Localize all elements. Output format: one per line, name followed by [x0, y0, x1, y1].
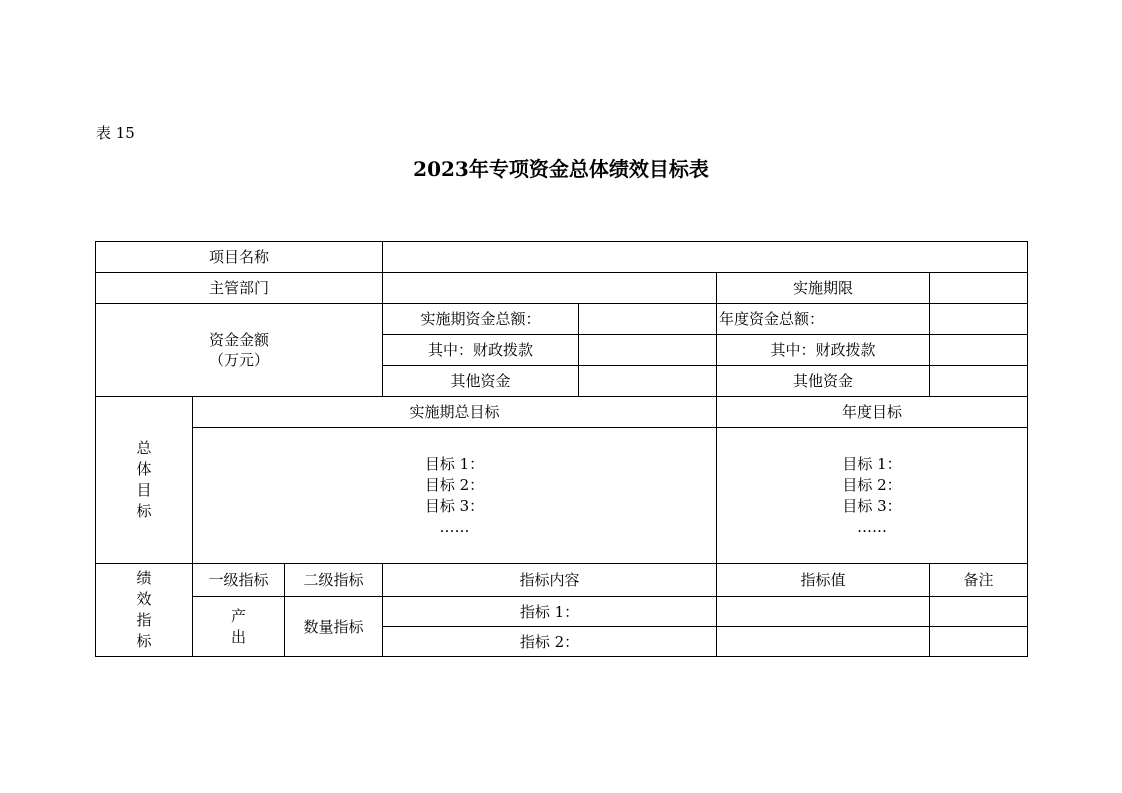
fiscal-funds-label: 其中：财政拨款	[383, 335, 579, 366]
project-name-field[interactable]	[383, 242, 1028, 273]
goal-item: 目标 2：	[424, 475, 485, 494]
other-funds-annual-label: 其他资金	[717, 366, 930, 397]
level2-indicator-header: 二级指标	[285, 564, 383, 597]
annual-goals-header: 年度目标	[717, 397, 1028, 428]
output-indicator-label	[193, 597, 285, 657]
row-funds-total	[96, 304, 1028, 335]
annual-total-funds-label: 年度资金总额：	[717, 304, 930, 335]
department-label: 主管部门	[96, 273, 383, 304]
total-period-funds-field[interactable]	[579, 304, 717, 335]
remark-header: 备注	[930, 564, 1028, 597]
indicator-value-field[interactable]	[717, 597, 930, 627]
row-goal-headers	[96, 397, 1028, 428]
fiscal-funds-period-field[interactable]	[579, 335, 717, 366]
side-char: 标	[136, 632, 152, 650]
goal-item: 目标 1：	[842, 454, 902, 473]
indicator-value-header: 指标值	[717, 564, 930, 597]
goal-item: 目标 3：	[842, 496, 902, 515]
side-char: 总	[136, 439, 152, 457]
remark-field[interactable]	[930, 627, 1028, 657]
side-char: 体	[136, 460, 152, 478]
funds-amount-label-line1: 资金金额	[209, 331, 270, 349]
period-field[interactable]	[930, 273, 1028, 304]
goal-item: 目标 3：	[424, 496, 485, 515]
other-funds-annual-field[interactable]	[930, 366, 1028, 397]
performance-indicators-side-label	[96, 564, 193, 657]
row-indicator-headers	[96, 564, 1028, 597]
output-char: 产	[230, 606, 246, 625]
indicator-value-field[interactable]	[717, 627, 930, 657]
output-char: 出	[230, 627, 246, 646]
period-goals-header: 实施期总目标	[193, 397, 717, 428]
fiscal-funds-annual-field[interactable]	[930, 335, 1028, 366]
table-number-label: 表 15	[96, 124, 135, 142]
side-char: 绩	[136, 569, 152, 587]
side-char: 目	[136, 481, 152, 499]
goal-item: ……	[857, 517, 888, 536]
row-department	[96, 273, 1028, 304]
table-row	[96, 597, 1028, 627]
side-char: 指	[136, 611, 152, 629]
performance-goal-table	[95, 241, 1028, 657]
other-funds-label: 其他资金	[383, 366, 579, 397]
goal-item: 目标 2：	[842, 475, 902, 494]
side-char: 标	[136, 502, 152, 520]
row-goal-content	[96, 428, 1028, 564]
period-label: 实施期限	[717, 273, 930, 304]
goal-item: 目标 1：	[424, 454, 485, 473]
annual-total-funds-field[interactable]	[930, 304, 1028, 335]
goal-item: ……	[439, 517, 470, 536]
fiscal-funds-annual-label: 其中：财政拨款	[717, 335, 930, 366]
project-name-label: 项目名称	[96, 242, 383, 273]
overall-goals-side-label	[96, 397, 193, 564]
level1-indicator-header: 一级指标	[193, 564, 285, 597]
remark-field[interactable]	[930, 597, 1028, 627]
department-field[interactable]	[383, 273, 717, 304]
side-char: 效	[136, 590, 152, 608]
period-goals-field[interactable]	[193, 428, 717, 564]
quantity-indicator-label: 数量指标	[285, 597, 383, 657]
total-period-funds-label: 实施期资金总额：	[383, 304, 579, 335]
row-project-name	[96, 242, 1028, 273]
annual-goals-field[interactable]	[717, 428, 1028, 564]
document-title: 2023年专项资金总体绩效目标表	[413, 157, 709, 181]
indicator-content-field[interactable]: 指标 1：	[383, 597, 717, 627]
indicator-content-header: 指标内容	[383, 564, 717, 597]
funds-amount-label	[96, 304, 383, 397]
other-funds-period-field[interactable]	[579, 366, 717, 397]
indicator-content-field[interactable]: 指标 2：	[383, 627, 717, 657]
funds-amount-label-line2: （万元）	[209, 351, 270, 369]
